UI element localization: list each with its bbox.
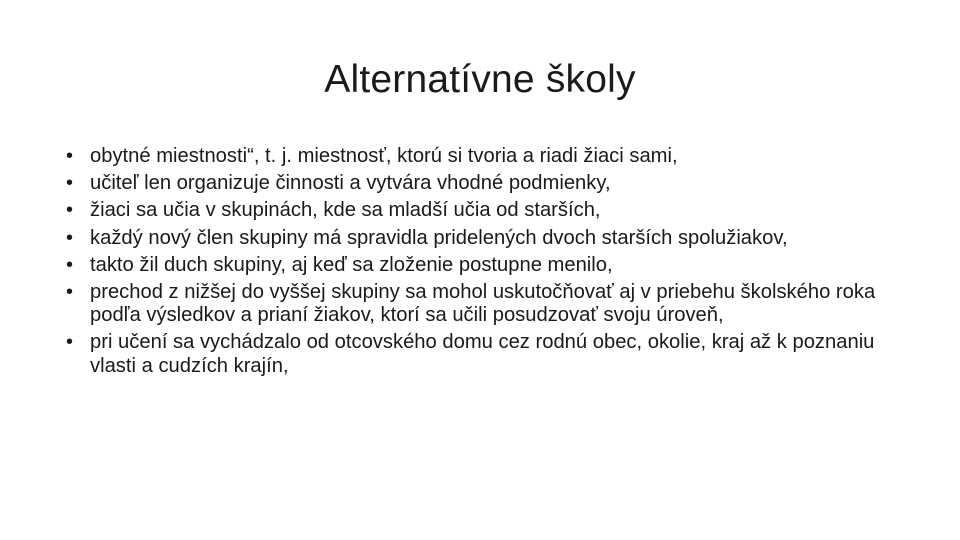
- bullet-icon: •: [66, 199, 74, 222]
- list-item: [66, 281, 906, 327]
- list-item-text: obytné miestnosti“, t. j. miestnosť, ktorú si tvoria a riadi žiaci sami,: [90, 145, 678, 167]
- list-item: [66, 227, 906, 250]
- list-item: [66, 254, 906, 277]
- bullet-icon: •: [66, 253, 74, 276]
- list-item-text: žiaci sa učia v skupinách, kde sa mladší učia od starších,: [90, 199, 601, 222]
- list-item: [66, 172, 906, 195]
- bullet-icon: •: [66, 226, 74, 249]
- bullet-icon: •: [66, 281, 74, 304]
- list-item: [66, 145, 906, 168]
- slide-title: Alternatívne školy: [324, 58, 636, 101]
- list-item-text: pri učení sa vychádzalo od otcovského domu cez rodnú obec, okolie, kraj až k poznaniu vlasti a cudzích krajín,: [90, 331, 875, 377]
- bullet-icon: •: [66, 172, 74, 195]
- bullet-list: [66, 145, 906, 382]
- list-item-text: každý nový člen skupiny má spravidla pridelených dvoch starších spolužiakov,: [90, 226, 788, 249]
- bullet-icon: •: [66, 331, 74, 354]
- list-item: [66, 199, 906, 222]
- bullet-icon: •: [66, 145, 74, 167]
- list-item-text: učiteľ len organizuje činnosti a vytvára vhodné podmienky,: [90, 172, 611, 195]
- list-item-text: prechod z nižšej do vyššej skupiny sa mohol uskutočňovať aj v priebehu školského roka podľa výsledkov a prianí žiakov, ktorí sa učili posudzovať svoju úroveň,: [90, 281, 876, 327]
- list-item-text: takto žil duch skupiny, aj keď sa zloženie postupne menilo,: [90, 253, 613, 276]
- list-item: [66, 331, 906, 377]
